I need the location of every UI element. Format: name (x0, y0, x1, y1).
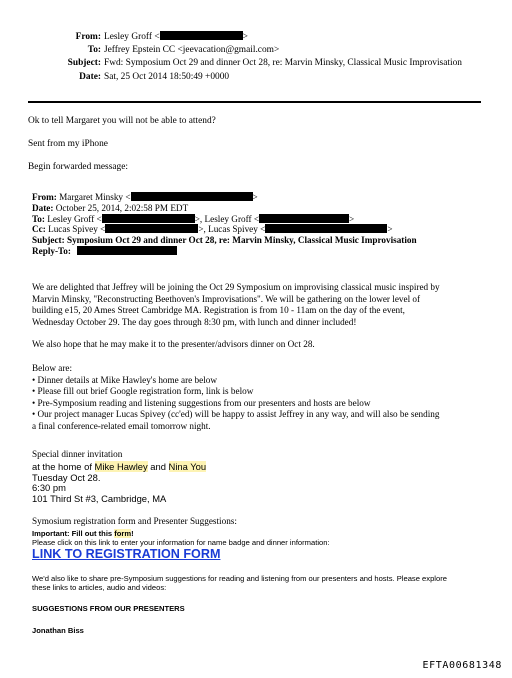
header-from-row (0, 31, 512, 44)
date-label: Date: (79, 71, 101, 82)
dinner-time: 6:30 pm (32, 482, 66, 494)
header-to-row (0, 44, 512, 57)
host-nina-you: Nina You (168, 461, 207, 472)
fwd-cc-value-1: Lucas Spivey < (48, 224, 106, 235)
fwd-to-value-1: Lesley Groff < (47, 213, 102, 224)
fwd-to-row (32, 214, 417, 225)
registration-link-wrap (32, 549, 220, 561)
date-value: Sat, 25 Oct 2014 18:50:49 +0000 (104, 71, 230, 82)
share-line: these links to articles, audio and videos: (32, 583, 167, 592)
fwd-replyto-row (32, 246, 417, 257)
fwd-from-row (32, 192, 417, 203)
email-header (0, 31, 512, 84)
important-line (32, 529, 330, 538)
to-label: To: (87, 45, 101, 56)
host-mike-hawley: Mike Hawley (94, 461, 148, 472)
document-id: EFTA00681348 (422, 660, 502, 671)
body-paragraph-1 (32, 282, 482, 328)
important-label: Important (32, 529, 68, 538)
fwd-subject-label: Subject: (32, 235, 65, 246)
redaction-bar (105, 224, 198, 233)
form-word: form (114, 529, 132, 538)
dinner-details (32, 462, 206, 504)
from-close: > (242, 32, 248, 42)
fwd-date-value: October 25, 2014, 2:02:58 PM EDT (55, 202, 189, 213)
to-value: Jeffrey Epstein CC <jeevacation@gmail.com> (104, 45, 280, 56)
redaction-bar (131, 192, 253, 201)
fwd-replyto-label: Reply-To: (32, 245, 71, 256)
body-line: building e15, 20 Ames Street Cambridge MA. Registration is from 10 - 11am on the day of the event, (32, 305, 405, 316)
fwd-to-value-2: >, Lesley Groff < (194, 213, 260, 224)
registration-heading: Symosium registration form and Presenter Suggestions: (32, 516, 237, 526)
share-text (32, 574, 447, 592)
redaction-bar (102, 214, 195, 223)
header-divider (28, 101, 481, 103)
registration-instructions (32, 529, 330, 547)
bullet-item: • Dinner details at Mike Hawley's home are below (32, 374, 217, 385)
share-line: We'd also like to share pre-Symposium suggestions for reading and listening from our presenters and hosts. Please explore (32, 574, 447, 583)
subject-label: Subject: (67, 58, 101, 69)
important-end: ! (131, 529, 134, 538)
fwd-cc-close: > (387, 224, 393, 235)
message-line-1: Ok to tell Margaret you will not be able to attend? (28, 116, 216, 126)
redaction-bar (265, 224, 387, 233)
body-bullets (32, 363, 482, 433)
fwd-subject-row (32, 235, 417, 246)
at-home-text: at the home of (32, 461, 95, 472)
bullet-item: • Pre-Symposium reading and listening suggestions from our presenters and hosts are below (32, 397, 371, 408)
bullet-item: • Our project manager Lucas Spivey (cc'ed) will be happy to assist Jeffrey in any way, and will also be sending (32, 409, 440, 420)
instruction-line: Please click on this link to enter your information for name badge and dinner information: (32, 538, 330, 547)
message-line-3: Begin forwarded message: (28, 162, 128, 172)
header-subject-row (0, 57, 512, 70)
dinner-invite-label: Special dinner invitation (32, 449, 123, 459)
forwarded-header (32, 192, 417, 257)
fwd-from-value: Margaret Minsky < (59, 192, 131, 202)
fwd-from-label: From: (32, 192, 57, 202)
fwd-from-close: > (252, 192, 258, 202)
redaction-bar (160, 31, 243, 40)
dinner-day: Tuesday Oct 28. (32, 471, 101, 483)
header-date-row (0, 71, 512, 84)
bullet-item: • Please fill out brief Google registration form, link is below (32, 386, 254, 397)
fwd-to-label: To: (32, 213, 45, 224)
presenter-name: Jonathan Biss (32, 626, 84, 635)
from-value: Lesley Groff < (104, 32, 160, 42)
fwd-date-row (32, 203, 417, 214)
subject-value: Fwd: Symposium Oct 29 and dinner Oct 28, re: Marvin Minsky, Classical Music Improvisation (104, 58, 462, 69)
dinner-address: 101 Third St #3, Cambridge, MA (32, 492, 167, 504)
body-line: Marvin Minsky, "Reconstructing Beethoven's Improvisations". We will be gathering on the lower level of (32, 293, 421, 304)
registration-form-link[interactable]: LINK TO REGISTRATION FORM (32, 547, 221, 561)
fwd-subject-value: Symposium Oct 29 and dinner Oct 28, re: Marvin Minsky, Classical Music Improvisation (66, 235, 417, 246)
fwd-date-label: Date: (32, 202, 54, 213)
fwd-cc-label: Cc: (32, 224, 46, 235)
dinner-host-line (32, 462, 206, 473)
fwd-cc-row (32, 224, 417, 235)
from-label: From: (75, 32, 101, 42)
redaction-bar (77, 246, 177, 255)
body-line: Wednesday October 29. The day goes through 8:30 pm, with lunch and dinner included! (32, 316, 357, 327)
body-line: We are delighted that Jeffrey will be joining the Oct 29 Symposium on improvising classical music inspired by (32, 282, 440, 292)
fwd-to-close: > (349, 213, 355, 224)
below-are-label: Below are: (32, 363, 73, 373)
bullet-item: a final conference-related email tomorrow night. (32, 420, 211, 431)
and-text: and (147, 461, 169, 472)
message-line-2: Sent from my iPhone (28, 139, 108, 149)
suggestions-heading: SUGGESTIONS FROM OUR PRESENTERS (32, 604, 185, 613)
body-paragraph-2: We also hope that he may make it to the presenter/advisors dinner on Oct 28. (32, 339, 315, 349)
redaction-bar (259, 214, 349, 223)
important-text: : Fill out this (67, 529, 115, 538)
fwd-cc-value-2: >, Lucas Spivey < (198, 224, 266, 235)
